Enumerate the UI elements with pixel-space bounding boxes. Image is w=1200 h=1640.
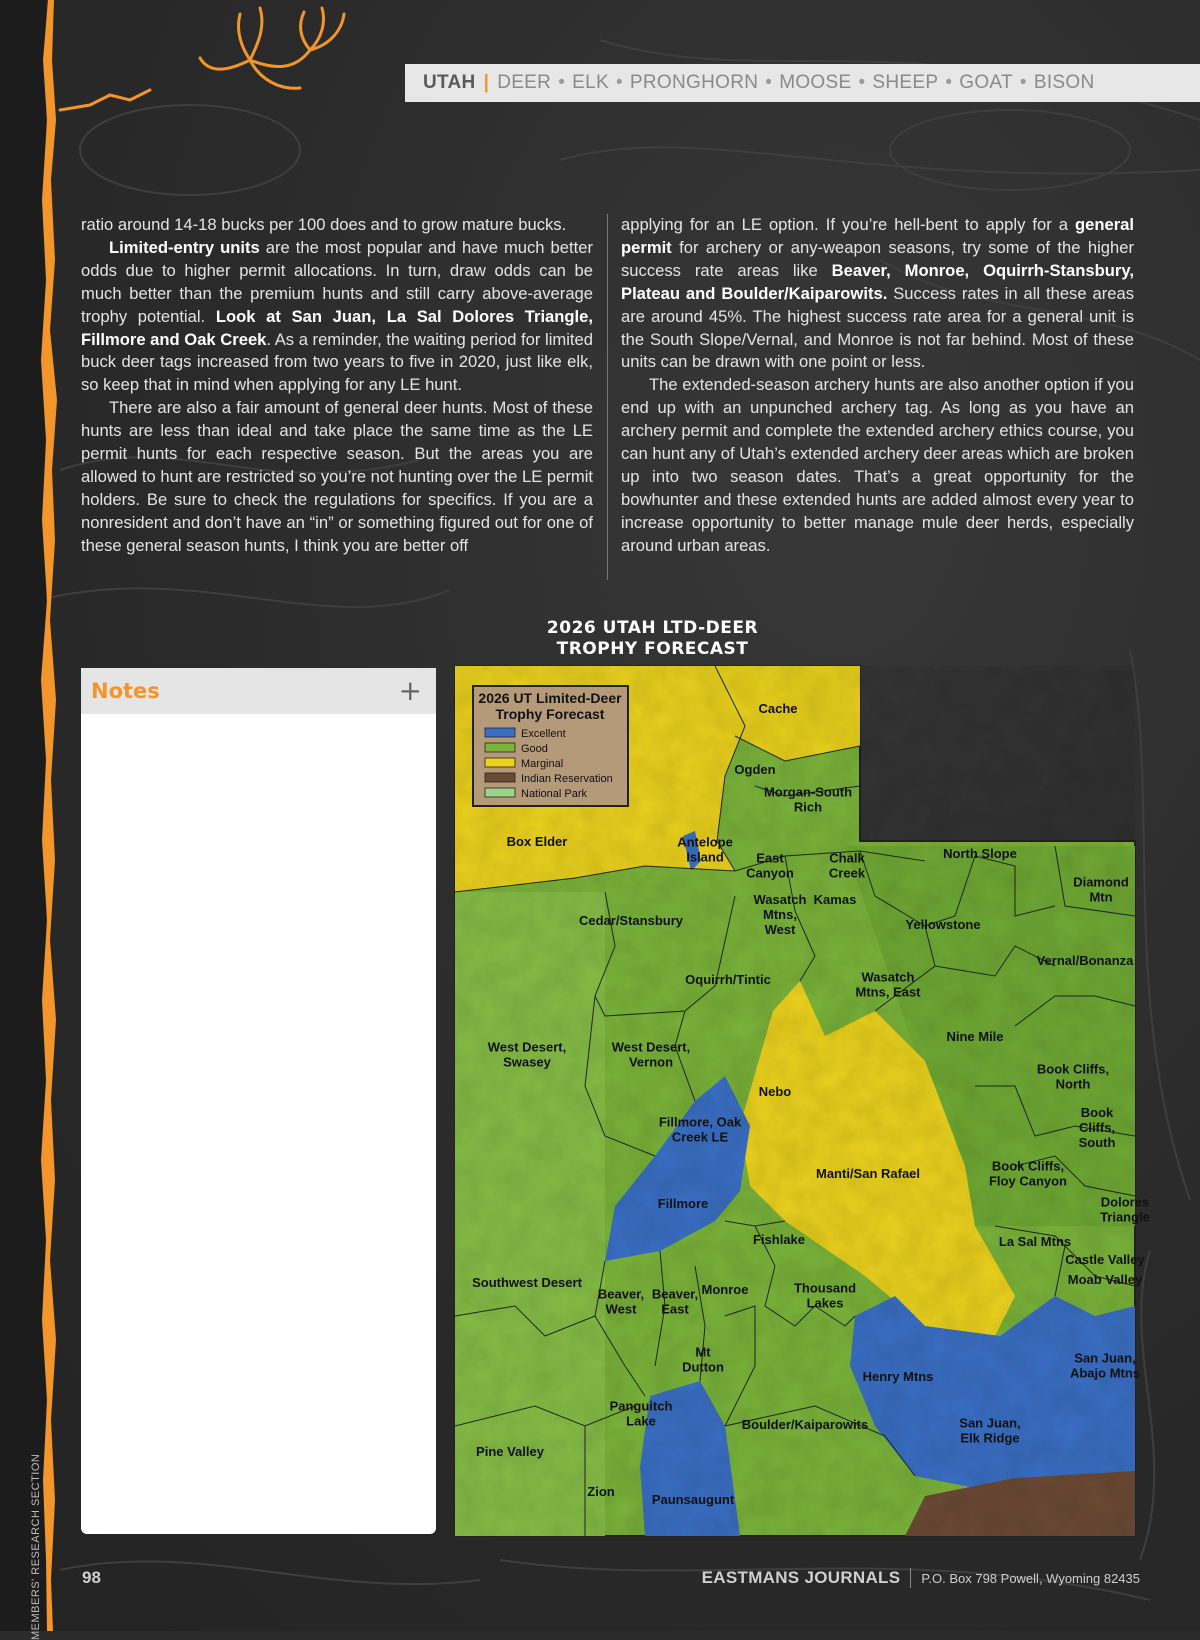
legend-label: Indian Reservation — [521, 773, 613, 785]
map-unit-label — [685, 972, 771, 987]
page-number: 98 — [82, 1568, 101, 1587]
map-unit-label-line: Antelope — [677, 834, 733, 850]
map-unit-label-line: Fillmore — [657, 1196, 709, 1211]
article-emphasis: general permit — [621, 215, 1134, 257]
article-paragraph — [81, 237, 593, 397]
map-unit-label-line: Cache — [758, 701, 798, 716]
species-separator-dot: • — [765, 72, 773, 93]
map-unit-label-line: Vernon — [628, 1054, 674, 1070]
map-unit-label-line: Box Elder — [506, 834, 568, 849]
article-paragraph — [621, 374, 1134, 557]
plus-icon[interactable]: + — [398, 674, 422, 707]
map-unit-label-line: Wasatch — [861, 969, 915, 985]
map-unit-label — [989, 1159, 1067, 1189]
map-unit-label-line: Book Cliffs, — [991, 1158, 1065, 1174]
map-unit-label — [734, 762, 775, 777]
map-unit-label — [1068, 1272, 1143, 1287]
map-unit-label-line: East — [756, 850, 784, 866]
map-unit-label-line: Island — [686, 849, 724, 865]
map-unit-label — [829, 851, 866, 881]
map-unit-label — [855, 970, 921, 1000]
map-unit-label-line: Yellowstone — [905, 917, 981, 932]
legend-swatch — [485, 743, 515, 752]
map-unit-label — [863, 1369, 934, 1384]
map-unit-label-line: Zion — [587, 1484, 615, 1499]
map-unit-label-line: Canyon — [746, 865, 794, 881]
map-unit-label-line: North Slope — [943, 846, 1017, 861]
map-unit-label — [1100, 1195, 1150, 1225]
map-unit-label-line: Paunsaugunt — [651, 1492, 735, 1507]
article-text: . As a reminder, the waiting period for limited buck deer tags increased from two years to five in 2020, just like elk, so keep that in mind when applying for any LE hunt. — [81, 329, 593, 395]
legend-label: National Park — [521, 788, 588, 800]
section-header-bar — [405, 64, 1200, 102]
notes-title: Notes — [91, 679, 160, 703]
article-text: The extended-season archery hunts are also another option if you end up with an unpunched archery tag. As long as you have an archery permit and complete the extended archery ethics course, you can hunt any of Utah’s extended archery deer areas which are broken up into two season dates. That’s a great opportunity for the bowhunter and these extended hunts are added almost every year to increase opportunity to better manage mule deer herds, especially around urban areas. — [621, 375, 1134, 555]
map-unit-label — [658, 1196, 709, 1211]
article-column-right — [621, 214, 1134, 558]
article-paragraph — [81, 214, 593, 237]
map-unit-label-line: Oquirrh/Tintic — [685, 972, 771, 987]
torn-orange-edge — [38, 0, 68, 1631]
article-text: There are also a fair amount of general deer hunts. Most of these hunts are less than ideal and take place the same time as the LE permit hunts for each respective season. But the areas you are allowed to hunt are restricted so you’re not hunting over the LE permit holders. Be sure to check the regulations for specifics. If you are a nonresident and don’t have an “in” or something figured out for one of these general season hunts, I think you are better off — [81, 398, 593, 555]
map-unit-label — [959, 1416, 1020, 1446]
article-paragraph — [621, 214, 1134, 374]
map-unit-label-line: Southwest Desert — [472, 1275, 582, 1290]
map-unit-label — [507, 834, 568, 849]
map-unit-label-line: Beaver, — [597, 1286, 645, 1302]
article-column-left — [81, 214, 593, 558]
map-unit-label — [472, 1275, 582, 1290]
species-label: BISON — [1033, 72, 1095, 93]
utah-deer-forecast-map — [455, 666, 1150, 1536]
map-unit-label — [758, 701, 797, 716]
map-unit-label-line: Manti/San Rafael — [815, 1166, 921, 1181]
map-unit-label — [476, 1444, 545, 1459]
map-unit-label — [943, 846, 1017, 861]
map-unit-label — [579, 913, 684, 928]
map-unit-label-line: Swasey — [503, 1054, 551, 1070]
map-unit-label-line: Creek LE — [671, 1129, 729, 1145]
map-unit-label-line: Fishlake — [752, 1232, 806, 1247]
map-unit-label-line: Thousand — [793, 1280, 857, 1296]
map-unit-label-line: Triangle — [1100, 1209, 1150, 1225]
map-unit-label-line: Mtns, East — [855, 984, 921, 1000]
map-unit-label-line: Beaver, — [651, 1286, 699, 1302]
map-unit-label — [816, 1166, 920, 1181]
map-unit-label-line: Cliffs, — [1078, 1120, 1116, 1135]
notes-header — [81, 668, 436, 714]
map-unit-label-line: West — [605, 1301, 637, 1317]
map-unit-label-line: Henry Mtns — [862, 1369, 934, 1384]
map-unit-label — [946, 1029, 1003, 1044]
map-unit-label-line: Fillmore, Oak — [658, 1114, 742, 1130]
map-unit-label — [905, 917, 980, 932]
article-text: are the most popular and have much better odds due to higher permit allocations. In turn, draw odds can be much better than the premium hunts and still carry above-average trophy potential. — [81, 237, 593, 326]
article-paragraph — [81, 397, 593, 557]
map-unit-label-line: San Juan, — [1074, 1350, 1136, 1366]
map-unit-label-line: Chalk — [829, 850, 865, 866]
species-label: DEER — [497, 72, 552, 93]
footer-address: P.O. Box 798 Powell, Wyoming 82435 — [921, 1570, 1140, 1586]
map-unit-label-line: Ogden — [734, 762, 776, 777]
map-unit-label-line: Boulder/Kaiparowits — [741, 1417, 869, 1432]
map-legend — [473, 686, 628, 806]
section-side-label: MEMBERS' RESEARCH SECTION — [30, 1453, 42, 1640]
map-unit-label — [587, 1484, 614, 1499]
footer-brand — [702, 1568, 1140, 1588]
species-separator-dot: • — [945, 72, 953, 93]
map-unit-label-line: Book — [1080, 1105, 1114, 1120]
map-unit-label-line: Rich — [793, 799, 823, 815]
map-unit-label-line: Mt — [695, 1344, 711, 1360]
map-unit-label-line: Book Cliffs, — [1036, 1061, 1110, 1077]
species-label: GOAT — [959, 72, 1013, 93]
map-title-line-1: 2026 UTAH LTD-DEER — [546, 618, 759, 638]
species-label: SHEEP — [872, 72, 939, 93]
map-unit-label-line: East — [661, 1301, 689, 1317]
map-unit-label-line: Kamas — [813, 892, 857, 907]
map-unit-label-line: West — [764, 922, 796, 937]
map-unit-label-line: Nine Mile — [946, 1029, 1004, 1044]
map-unit-label-line: Lakes — [806, 1295, 844, 1311]
article-text: ratio around 14-18 bucks per 100 does and to grow mature bucks. — [81, 215, 567, 234]
species-separator-dot: • — [1019, 72, 1027, 93]
article-text: for archery or any-weapon seasons, try some of the higher success rate areas like — [621, 237, 1134, 280]
map-unit-label-line: North — [1055, 1076, 1091, 1092]
article-text: Success rates in all these areas are around 45%. The highest success rate area for a general unit is the South Slope/Vernal, and Monroe is not far behind. Most of these units can be drawn with one point or less. — [621, 283, 1134, 372]
map-unit-label-line: Moab Valley — [1067, 1272, 1143, 1287]
map-unit-label-line: Abajo Mtns — [1069, 1365, 1141, 1381]
map-unit-label-line: West Desert, — [611, 1039, 691, 1055]
map-unit-label — [759, 1084, 792, 1099]
legend-label: Good — [521, 743, 548, 755]
map-unit-label-line: Dutton — [682, 1359, 724, 1375]
map-unit-label — [1065, 1252, 1145, 1267]
legend-label: Marginal — [521, 758, 564, 770]
map-unit-label-line: Mtn — [1089, 889, 1113, 905]
map-unit-label-line: Mtns, — [763, 907, 797, 922]
footer-divider — [910, 1568, 911, 1588]
legend-swatch — [485, 758, 515, 767]
map-unit-label-line: Lake — [626, 1413, 656, 1429]
legend-swatch — [485, 788, 515, 797]
header-state: UTAH — [423, 72, 476, 93]
map-unit-label-line: Monroe — [701, 1282, 749, 1297]
map-unit-label — [1037, 953, 1135, 968]
map-title — [455, 618, 850, 660]
map-unit-label-line: Pine Valley — [476, 1444, 544, 1459]
legend-title-line-1: 2026 UT Limited-Deer — [478, 690, 622, 706]
map-unit-label-line: Elk Ridge — [960, 1430, 1020, 1446]
column-divider — [607, 214, 608, 580]
map-unit-label — [702, 1282, 749, 1297]
map-unit-label — [814, 892, 857, 907]
article-emphasis: Beaver, Monroe, Oquirrh-Stansbury, Plateau and Boulder/Kaiparowits. — [621, 260, 1134, 303]
species-label: MOOSE — [779, 72, 852, 93]
map-unit-label-line: Castle Valley — [1065, 1252, 1145, 1267]
notes-panel[interactable] — [81, 668, 436, 1534]
map-unit-label — [1079, 1105, 1116, 1150]
map-unit-label-line: Morgan-South — [763, 784, 853, 800]
species-separator-dot: • — [858, 72, 866, 93]
map-unit-label-line: Cedar/Stansbury — [578, 913, 684, 928]
map-unit-label — [652, 1492, 735, 1507]
map-unit-label-line: South — [1078, 1135, 1116, 1150]
article-text: applying for an LE option. If you’re hell-bent to apply for a — [621, 215, 1075, 234]
map-unit-label-line: Vernal/Bonanza — [1036, 953, 1134, 968]
map-unit-label-line: Dolores — [1100, 1194, 1150, 1210]
map-unit-label-line: Creek — [828, 865, 866, 881]
footer-brand-name: EASTMANS JOURNALS — [701, 1568, 901, 1587]
map-unit-label — [999, 1234, 1071, 1249]
map-unit-label — [742, 1417, 868, 1432]
species-label: PRONGHORN — [629, 72, 759, 93]
map-unit-label-line: Floy Canyon — [988, 1173, 1068, 1189]
header-separator: | — [483, 72, 490, 93]
map-unit-label-line: La Sal Mtns — [998, 1234, 1072, 1249]
map-unit-label — [753, 1232, 805, 1247]
map-unit-label — [1070, 1351, 1140, 1381]
legend-title-line-2: Trophy Forecast — [495, 706, 605, 722]
map-unit-label-line: Wasatch — [753, 892, 807, 907]
legend-label: Excellent — [521, 728, 566, 740]
article-emphasis: Limited-entry units — [109, 237, 260, 257]
map-unit-label-line: Nebo — [758, 1084, 792, 1099]
legend-swatch — [485, 728, 515, 737]
header-species-list — [497, 72, 1094, 94]
species-separator-dot: • — [558, 72, 566, 93]
legend-swatch — [485, 773, 515, 782]
species-label: ELK — [572, 72, 609, 93]
map-title-line-2: TROPHY FORECAST — [556, 639, 749, 659]
species-separator-dot: • — [615, 72, 623, 93]
map-unit-label-line: Diamond — [1073, 874, 1129, 890]
map-unit-label-line: Panguitch — [609, 1398, 673, 1414]
map-unit-label-line: West Desert, — [487, 1039, 567, 1055]
map-unit-label-line: San Juan, — [959, 1415, 1021, 1431]
antler-icon — [60, 0, 360, 130]
article-emphasis: Look at San Juan, La Sal Dolores Triangle, Fillmore and Oak Creek — [81, 306, 594, 349]
